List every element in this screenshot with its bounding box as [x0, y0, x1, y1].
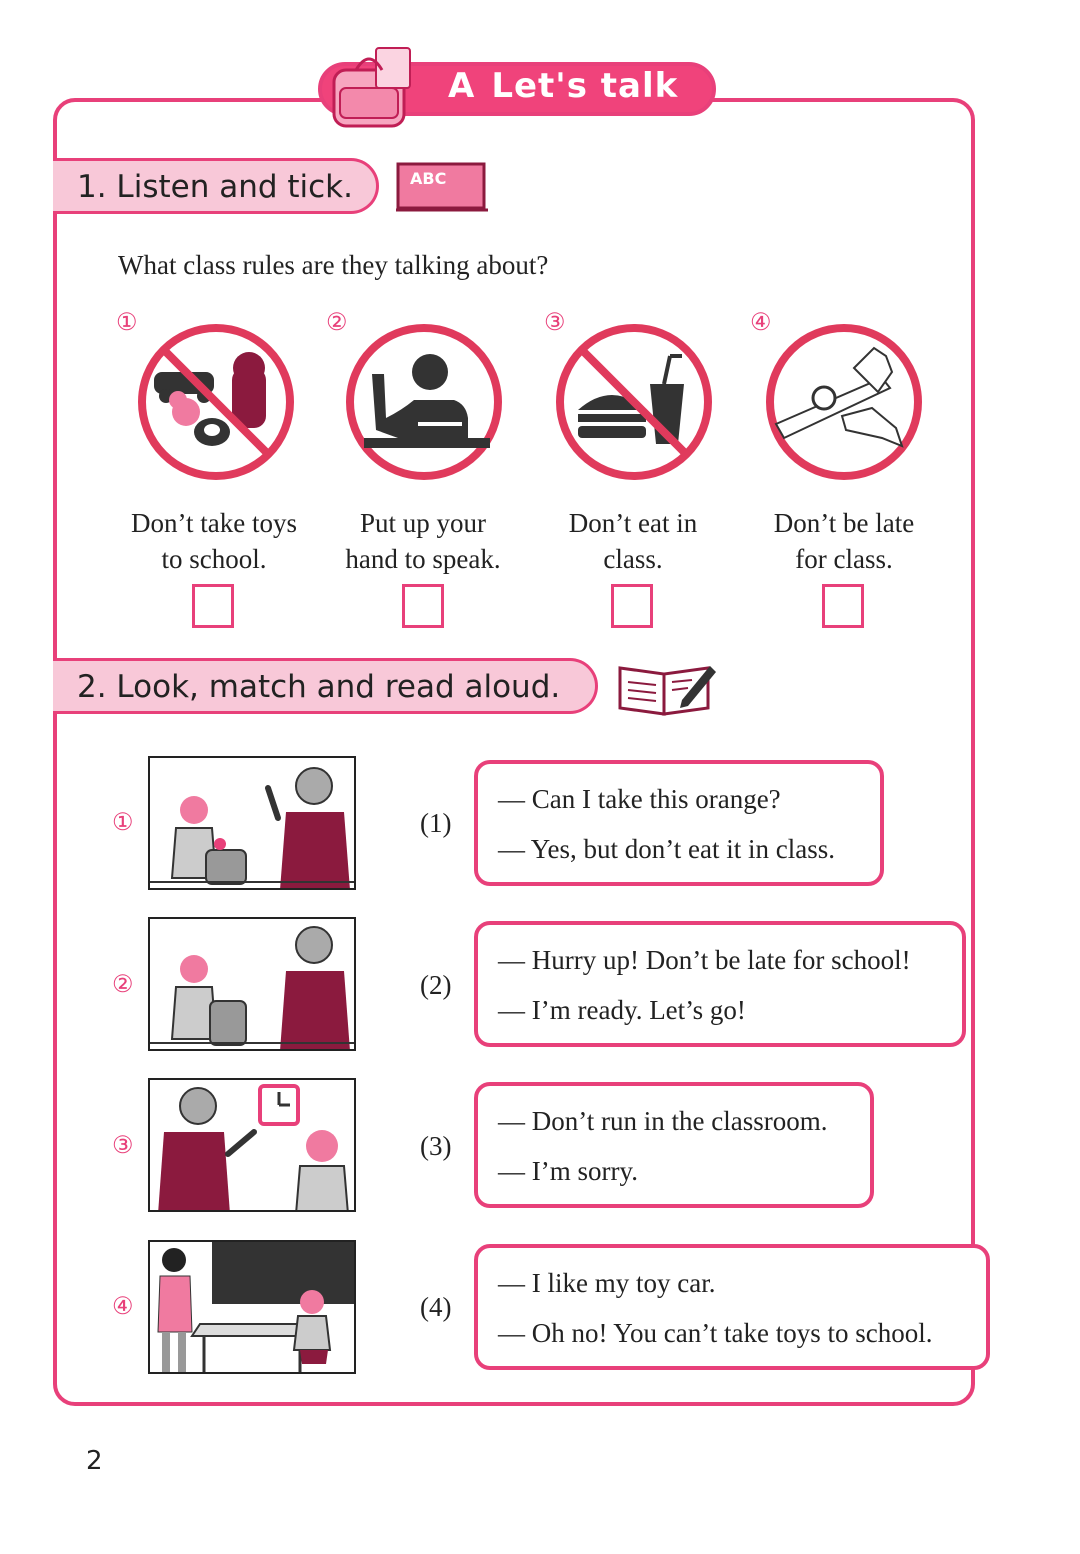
dialogue-1-line1: — Can I take this orange? — [498, 784, 781, 814]
picture-number-4: ④ — [112, 1292, 134, 1320]
picture-3 — [148, 1078, 356, 1212]
no-toys-icon — [134, 320, 298, 484]
dialogue-3-line1: — Don’t run in the classroom. — [498, 1106, 828, 1136]
raise-hand-icon — [342, 320, 506, 484]
no-food-icon — [552, 320, 716, 484]
abc-board-icon — [396, 160, 488, 214]
caption-4-line1: Don’t be late — [773, 508, 915, 538]
dialogue-4-line1: — I like my toy car. — [498, 1268, 716, 1298]
dialogue-4-line2: — Oh no! You can’t take toys to school. — [498, 1318, 933, 1348]
caption-1 — [109, 505, 319, 577]
dialogue-1-line2: — Yes, but don’t eat it in class. — [498, 834, 835, 864]
dialogue-label-3: (3) — [420, 1131, 452, 1161]
tick-box-1[interactable] — [192, 584, 234, 628]
dialogue-2-line1: — Hurry up! Don’t be late for school! — [498, 945, 911, 975]
sign-number-4: ④ — [750, 308, 772, 336]
caption-1-line2: to school. — [161, 544, 267, 574]
caption-1-line1: Don’t take toys — [131, 508, 297, 538]
title-label: Let's talk — [491, 66, 679, 106]
caption-2-line2: hand to speak. — [345, 544, 501, 574]
tick-box-3[interactable] — [611, 584, 653, 628]
page-number: 2 — [86, 1446, 103, 1476]
picture-number-1: ① — [112, 808, 134, 836]
section2-heading-bar — [53, 658, 598, 714]
dialogue-3-line2: — I’m sorry. — [498, 1156, 638, 1186]
dialogue-box-2 — [474, 921, 966, 1047]
book-pencil-icon — [616, 660, 720, 718]
caption-2 — [318, 505, 528, 577]
school-bag-icon — [326, 40, 426, 130]
watch-icon — [762, 320, 926, 484]
tick-box-4[interactable] — [822, 584, 864, 628]
section1-question: What class rules are they talking about? — [118, 250, 549, 280]
page-title — [448, 66, 678, 106]
sign-number-2: ② — [326, 308, 348, 336]
dialogue-box-1 — [474, 760, 884, 886]
sign-number-1: ① — [116, 308, 138, 336]
caption-3 — [528, 505, 738, 577]
picture-number-3: ③ — [112, 1131, 134, 1159]
section2-heading: 2. Look, match and read aloud. — [77, 669, 561, 705]
tick-box-2[interactable] — [402, 584, 444, 628]
dialogue-box-3 — [474, 1082, 874, 1208]
caption-4 — [739, 505, 949, 577]
picture-1 — [148, 756, 356, 890]
caption-4-line2: for class. — [795, 544, 893, 574]
dialogue-label-2: (2) — [420, 970, 452, 1000]
picture-4 — [148, 1240, 356, 1374]
caption-2-line1: Put up your — [359, 508, 486, 538]
caption-3-line1: Don’t eat in — [568, 508, 698, 538]
picture-number-2: ② — [112, 970, 134, 998]
sign-number-3: ③ — [544, 308, 566, 336]
dialogue-label-4: (4) — [420, 1292, 452, 1322]
caption-3-line2: class. — [603, 544, 663, 574]
section1-heading-bar — [53, 158, 379, 214]
section1-heading: 1. Listen and tick. — [77, 169, 353, 205]
picture-2 — [148, 917, 356, 1051]
dialogue-label-1: (1) — [420, 808, 452, 838]
abc-badge-text: ABC — [410, 169, 447, 188]
dialogue-box-4 — [474, 1244, 990, 1370]
title-letter: A — [448, 66, 476, 106]
dialogue-2-line2: — I’m ready. Let’s go! — [498, 995, 746, 1025]
